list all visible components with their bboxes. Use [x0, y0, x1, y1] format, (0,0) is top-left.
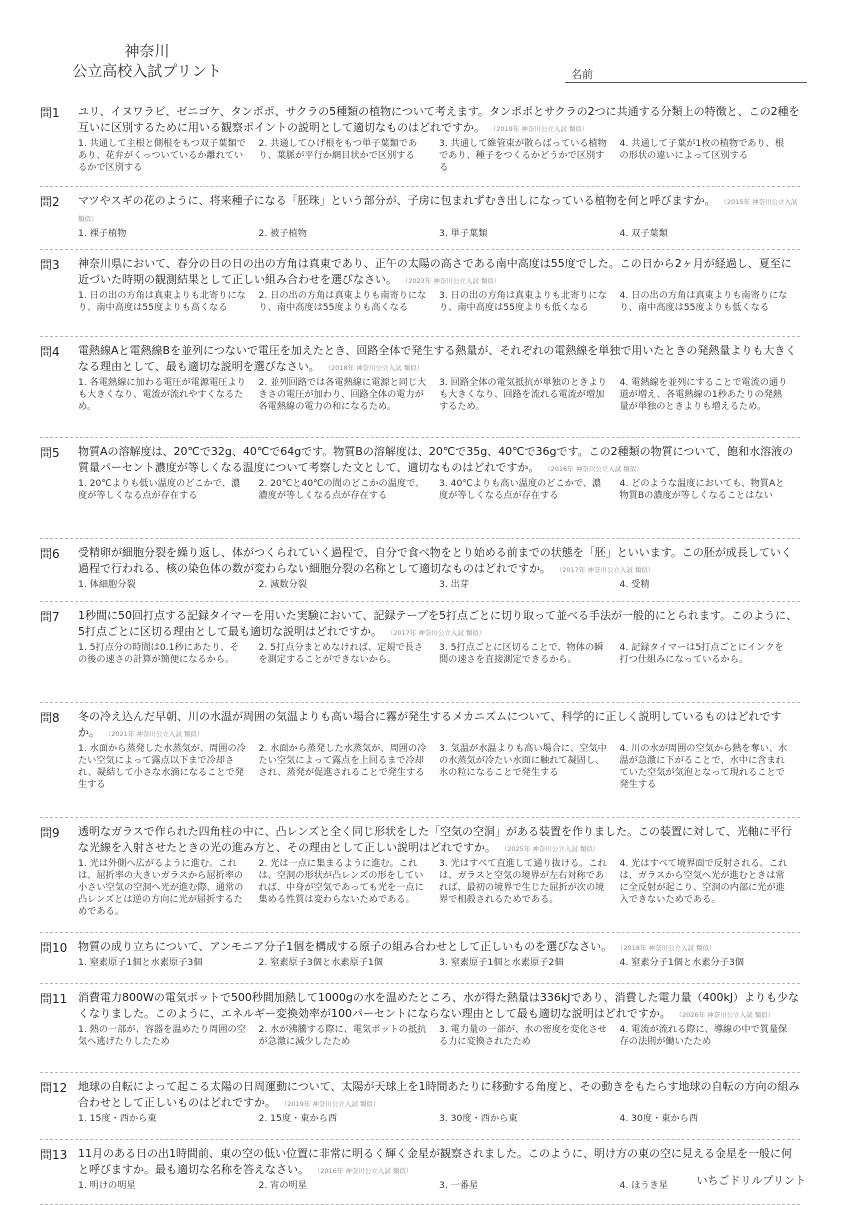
question-statement: マツやスギの花のように、将来種子になる「胚珠」という部分が、子房に包まれずむき出しになっている植物を何と呼びますか。 — [78, 194, 716, 207]
question-statement: 透明なガラスで作られた四角柱の中に、凸レンズと全く同じ形状をした「空気の空洞」がある装置を作りました。この装置に対して、光軸に平行な光線を入射させたときの光の進み方と、その理由として正しい説明はどれですか。 — [78, 825, 792, 854]
answer-choice-4: 4. 日の出の方角は真東よりも南寄りになり、南中高度は55度よりも低くなる — [619, 290, 788, 313]
question-source: （2025年 神奈川公立入試 類似） — [504, 845, 600, 853]
answer-choices — [78, 743, 800, 791]
question-number: 問11 — [40, 992, 68, 1006]
answer-choice-3: 3. 40℃よりも高い温度のどこかで、濃度が等しくなる点が存在する — [439, 478, 602, 501]
question-source: （2015年 神奈川公立入試 類似） — [78, 198, 798, 223]
answer-choice-3: 3. 30度・西から東 — [439, 1113, 518, 1124]
question-source: （2016年 神奈川公立入試 類似） — [317, 1167, 413, 1175]
answer-choice-2: 2. 光は一点に集まるように進む。これは、空洞の形状が凸レンズの形をしていれば、中身が空気であっても光を一点に集める性質は変わらないためである。 — [258, 858, 424, 905]
answer-choices — [78, 228, 800, 240]
question-source: （2019年 神奈川公立入試 類似） — [493, 125, 589, 133]
answer-choice-1: 1. 熱の一部が、容器を温めたり周囲の空気へ逃げたりしたため — [78, 1024, 246, 1047]
answer-choices — [78, 377, 800, 413]
answer-choice-3: 3. 5打点ごとに区切ることで、物体の瞬間の速さを直接測定できるから。 — [439, 642, 604, 665]
question-text — [78, 256, 800, 289]
answer-choice-4: 4. 受精 — [619, 579, 650, 590]
answer-choice-1: 1. 体細胞分裂 — [78, 579, 136, 590]
answer-choice-4: 4. 双子葉類 — [619, 228, 668, 239]
answer-choices — [78, 1024, 800, 1048]
question-text — [78, 343, 800, 376]
answer-choice-3: 3. 気温が水温よりも高い場合に、空気中の水蒸気が冷たい水面に触れて凝固し、氷の粒になることで発生する — [439, 743, 607, 778]
question-block — [40, 984, 800, 1073]
title-prefecture: 神奈川 — [124, 42, 170, 60]
answer-choice-1: 1. 共通して主根と側根をもつ双子葉類であり、花弁がくっついているか離れているかで区別する — [78, 138, 246, 173]
answer-choice-4: 4. 川の水が周囲の空気から熱を奪い、水温が急激に下がることで、水中に含まれていた空気が気泡となって現れることで発生する — [619, 743, 788, 790]
question-block — [40, 98, 800, 187]
answer-choice-2: 2. 宵の明星 — [258, 1180, 307, 1191]
answer-choice-4: 4. 光はすべて境界面で反射される。これは、ガラスから空気へ光が進むときは常に全反射が起こり、空洞の内部に光が進入できないためである。 — [619, 858, 788, 905]
question-statement: 地球の自転によって起こる太陽の日周運動について、太陽が天球上を1時間あたりに移動する角度と、その動きをもたらす地球の自転の方向の組み合わせとして正しいものはどれですか。 — [78, 1080, 800, 1109]
question-text — [78, 824, 800, 857]
answer-choice-2: 2. 日の出の方角は真東よりも南寄りになり、南中高度は55度よりも高くなる — [258, 290, 427, 313]
question-text — [78, 193, 800, 227]
question-text — [78, 545, 800, 578]
answer-choice-2: 2. 被子植物 — [258, 228, 307, 239]
question-source: （2018年 神奈川公立入試 類似） — [620, 944, 716, 952]
answer-choice-4: 4. 電熱線を並列にすることで電流の通り道が増え、各電熱線の1秒あたりの発熱量が単独のときよりも増えるため。 — [619, 377, 788, 412]
question-source: （2021年 神奈川公立入試 類似） — [108, 730, 204, 738]
answer-choice-4: 4. 共通して子葉が1枚の植物であり、根の形状の違いによって区別する — [619, 138, 785, 161]
answer-choice-1: 1. 光は外側へ広がるように進む。これは、屈折率の大きいガラスから屈折率の小さい空気の空洞へ光が進む際、通常の凸レンズとは逆の方向に光が屈折するためである。 — [78, 858, 244, 917]
question-statement: 神奈川県において、春分の日の日の出の方角は真東であり、正午の太陽の高さである南中高度は55度でした。この日から2ヶ月が経過し、夏至に近づいた時期の観測結果として正しい組み合わせを選びなさい。 — [78, 257, 792, 286]
question-statement: 物質Aの溶解度は、20℃で32g、40℃で64gです。物質Bの溶解度は、20℃で35g、40℃で36gです。この2種類の物質について、飽和水溶液の質量パーセント濃度が等しくなる温度について考察した文として、適切なものはどれですか。 — [78, 445, 794, 474]
title-print-name: 公立高校入試プリント — [72, 62, 222, 80]
question-source: （2017年 神奈川公立入試 類似） — [390, 629, 486, 637]
question-source: （2017年 神奈川公立入試 類似） — [559, 566, 655, 574]
question-block — [40, 818, 800, 933]
answer-choice-1: 1. 明けの明星 — [78, 1180, 136, 1191]
question-source: （2018年 神奈川公立入試 類似） — [327, 364, 424, 372]
publisher-footer: いちごドリルプリント — [696, 1174, 806, 1187]
answer-choice-3: 3. 回路全体の電気抵抗が単独のときよりも大きくなり、回路を流れる電流が増加するため。 — [439, 377, 607, 412]
question-statement: 受精卵が細胞分裂を繰り返し、体がつくられていく過程で、自分で食べ物をとり始める前までの状態を「胚」といいます。この胚が成長していく過程で行われる、核の染色体の数が変わらない細胞分裂の名称として適切なものはどれですか。 — [78, 546, 792, 575]
answer-choice-3: 3. 日の出の方角は真東よりも北寄りになり、南中高度は55度よりも低くなる — [439, 290, 607, 313]
question-text — [78, 608, 800, 641]
answer-choice-3: 3. 電力量の一部が、水の密度を変化させる力に変換されたため — [439, 1024, 607, 1047]
name-write-line — [565, 82, 807, 83]
worksheet-header — [0, 0, 848, 98]
answer-choice-2: 2. 20℃と40℃の間のどこかの温度で、濃度が等しくなる点が存在する — [258, 478, 425, 501]
answer-choice-1: 1. 水面から蒸発した水蒸気が、周囲の冷たい空気によって露点以下まで冷却され、凝結して小さな水滴になることで発生する — [78, 743, 246, 790]
question-statement: 電熱線Aと電熱線Bを並列につないで電圧を加えたとき、回路全体で発生する熱量が、それぞれの電熱線を単独で用いたときの発熱量よりも大きくなる理由として、最も適切な説明を選びなさい。 — [78, 344, 797, 373]
answer-choices — [78, 290, 800, 314]
answer-choice-2: 2. 窒素原子3個と水素原子1個 — [258, 957, 383, 968]
answer-choice-1: 1. 裸子植物 — [78, 228, 127, 239]
question-number: 問13 — [40, 1148, 68, 1162]
question-number: 問8 — [40, 711, 60, 725]
question-source: （2016年 神奈川公立入試 類似） — [547, 465, 643, 473]
question-source: （2019年 神奈川公立入試 類似） — [284, 1100, 380, 1108]
question-list — [40, 98, 800, 1205]
answer-choice-1: 1. 5打点分の時間は0.1秒にあたり、その後の速さの計算が簡便になるから。 — [78, 642, 239, 665]
answer-choices — [78, 1180, 800, 1192]
answer-choice-1: 1. 15度・西から東 — [78, 1113, 157, 1124]
answer-choice-4: 4. 電流が流れる際に、導線の中で質量保存の法則が働いたため — [619, 1024, 788, 1047]
answer-choice-2: 2. 水が沸騰する際に、電気ポットの抵抗が急激に減少したため — [258, 1024, 427, 1047]
answer-choice-4: 4. どのような温度においても、物質Aと物質Bの濃度が等しくなることはない — [619, 478, 785, 501]
answer-choice-1: 1. 各電熱線に加わる電圧が電源電圧よりも大きくなり、電流が流れやすくなるため。 — [78, 377, 246, 412]
question-source: （2023年 神奈川公立入試 類似） — [405, 277, 501, 285]
question-number: 問12 — [40, 1081, 68, 1095]
answer-choice-3: 3. 窒素原子1個と水素原子2個 — [439, 957, 564, 968]
answer-choice-1: 1. 日の出の方角は真東よりも北寄りになり、南中高度は55度よりも高くなる — [78, 290, 246, 313]
question-block — [40, 250, 800, 337]
answer-choices — [78, 957, 800, 969]
answer-choice-2: 2. 共通してひげ根をもつ単子葉類であり、葉脈が平行か網目状かで区別する — [258, 138, 418, 161]
question-number: 問10 — [40, 941, 68, 955]
question-statement: 1秒間に50回打点する記録タイマーを用いた実験において、記録テープを5打点ごとに切り取って並べる手法が一般的にとられます。このように、5打点ごとに区切る理由として最も適切な説明はどれですか。 — [78, 609, 798, 638]
question-statement: 消費電力800Wの電気ポットで500秒間加熱して1000gの水を温めたところ、水が得た熱量は336kJであり、消費した電力量（400kJ）よりも少なくなりました。このように、エネルギー変換効率が100パーセントにならない理由として最も適切な説明はどれですか。 — [78, 991, 800, 1020]
answer-choice-4: 4. ほうき星 — [619, 1180, 668, 1191]
answer-choices — [78, 858, 800, 918]
question-block — [40, 933, 800, 984]
question-statement: 物質の成り立ちについて、アンモニア分子1個を構成する原子の組み合わせとして正しいものを選びなさい。 — [78, 940, 613, 953]
question-text — [78, 104, 800, 137]
question-statement: 11月のある日の出1時間前、東の空の低い位置に非常に明るく輝く金星が観察されました。このように、明け方の東の空に見える金星を一般に何と呼びますか。最も適切な名称を答えなさい。 — [78, 1147, 792, 1176]
answer-choices — [78, 1113, 800, 1125]
answer-choice-1: 1. 窒素原子1個と水素原子3個 — [78, 957, 203, 968]
answer-choice-3: 3. 単子葉類 — [439, 228, 488, 239]
question-number: 問3 — [40, 258, 60, 272]
question-statement: 冬の冷え込んだ早朝、川の水温が周囲の気温よりも高い場合に霧が発生するメカニズムについて、科学的に正しく説明しているものはどれですか。 — [78, 710, 782, 739]
question-statement: ユリ、イヌワラビ、ゼニゴケ、タンポポ、サクラの5種類の植物について考えます。タンポポとサクラの2つに共通する分類上の特徴と、この2種を互いに区別するために用いる観察ポイントの説明として適切なものはどれですか。 — [78, 105, 800, 134]
answer-choice-4: 4. 記録タイマーは5打点ごとにインクを打つ仕組みになっているから。 — [619, 642, 784, 665]
question-block — [40, 602, 800, 703]
question-text — [78, 444, 800, 477]
answer-choices — [78, 478, 800, 502]
question-text — [78, 939, 800, 956]
question-number: 問2 — [40, 195, 60, 209]
answer-choice-3: 3. 出芽 — [439, 579, 470, 590]
question-block — [40, 438, 800, 539]
question-text — [78, 1146, 800, 1179]
question-text — [78, 1079, 800, 1112]
question-number: 問5 — [40, 446, 60, 460]
name-label: 名前 — [571, 68, 593, 81]
answer-choice-3: 3. 一番星 — [439, 1180, 479, 1191]
question-block — [40, 703, 800, 818]
question-number: 問6 — [40, 547, 60, 561]
answer-choices — [78, 579, 800, 591]
answer-choice-3: 3. 光はすべて直進して通り抜ける。これは、ガラスと空気の境界が左右対称であれば、最初の境界で生じた屈折が次の境界で相殺されるためである。 — [439, 858, 607, 905]
question-text — [78, 990, 800, 1023]
question-number: 問7 — [40, 610, 60, 624]
answer-choice-2: 2. 15度・東から西 — [258, 1113, 338, 1124]
answer-choice-2: 2. 減数分裂 — [258, 579, 307, 590]
question-number: 問9 — [40, 826, 60, 840]
question-source: （2026年 神奈川公立入試 類似） — [678, 1011, 775, 1019]
answer-choice-2: 2. 水面から蒸発した水蒸気が、周囲の冷たい空気によって露点を上回るまで冷却され、蒸発が促進されることで発生する — [258, 743, 427, 778]
question-block — [40, 539, 800, 602]
answer-choice-2: 2. 並列回路では各電熱線に電源と同じ大きさの電圧が加わり、回路全体の電力が各電熱線の電力の和になるため。 — [258, 377, 427, 412]
answer-choice-3: 3. 共通して維管束が散らばっている植物であり、種子をつくるかどうかで区別する — [439, 138, 607, 173]
answer-choice-4: 4. 30度・東から西 — [619, 1113, 699, 1124]
answer-choice-4: 4. 窒素分子1個と水素分子3個 — [619, 957, 744, 968]
answer-choices — [78, 138, 800, 174]
question-number: 問1 — [40, 106, 60, 120]
question-text — [78, 709, 800, 742]
answer-choice-1: 1. 20℃よりも低い温度のどこかで、濃度が等しくなる点が存在する — [78, 478, 241, 501]
answer-choice-2: 2. 5打点分まとめなければ、定規で長さを測定することができないから。 — [258, 642, 424, 665]
question-block — [40, 337, 800, 438]
question-block — [40, 1073, 800, 1140]
question-block — [40, 187, 800, 250]
question-block — [40, 1140, 800, 1205]
answer-choices — [78, 642, 800, 666]
question-number: 問4 — [40, 345, 60, 359]
